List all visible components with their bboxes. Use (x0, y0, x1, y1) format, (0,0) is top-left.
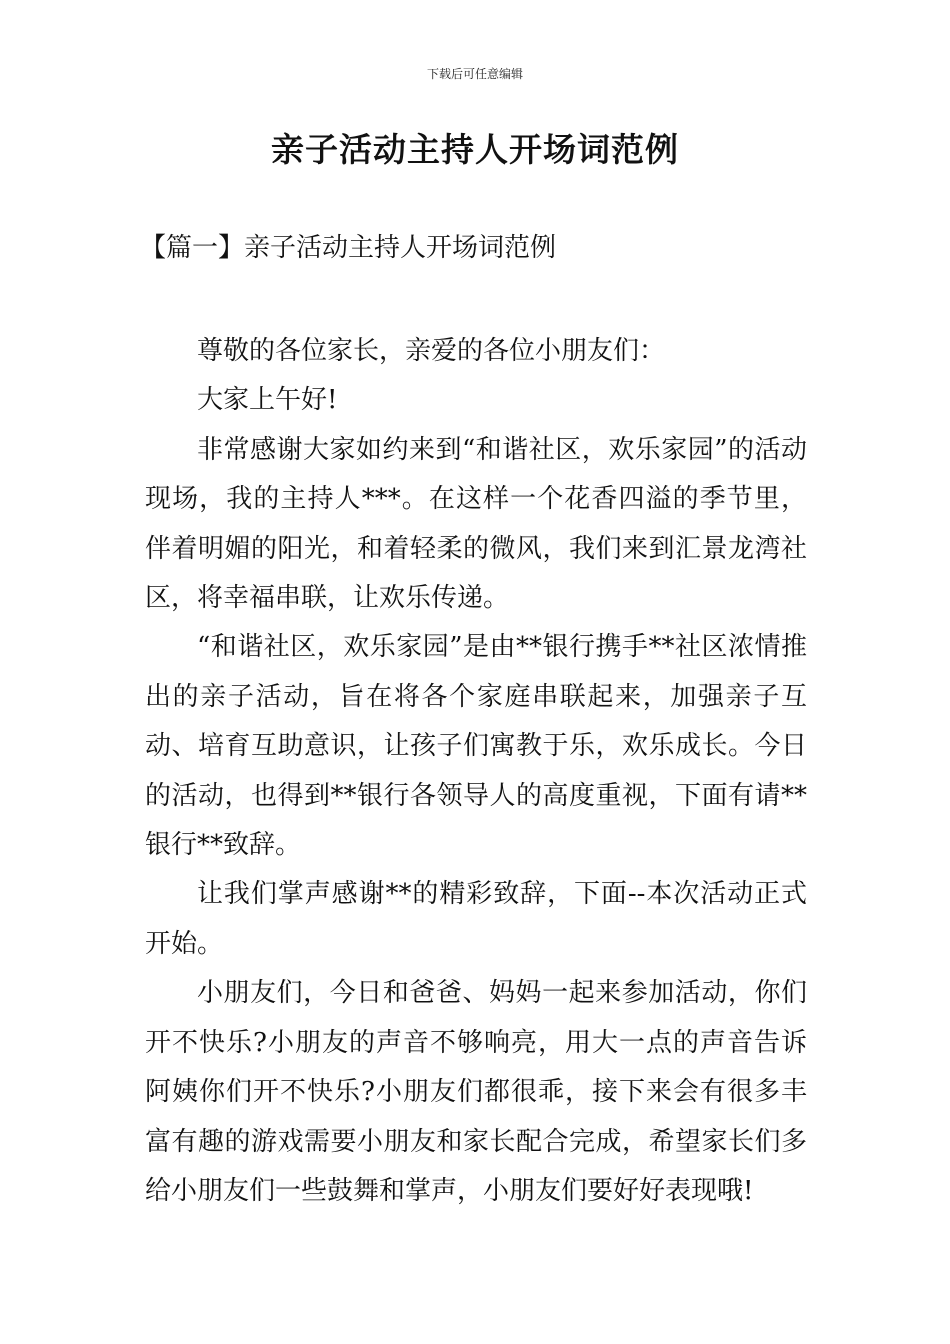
paragraph-greeting: 尊敬的各位家长，亲爱的各位小朋友们： (197, 336, 666, 366)
section-heading: 【篇一】亲子活动主持人开场词范例 (140, 233, 557, 263)
header-note: 下载后可任意编辑 (426, 67, 523, 81)
document-body (145, 327, 807, 1216)
document-title: 亲子活动主持人开场词范例 (271, 130, 679, 169)
paragraph-welcome: 非常感谢大家如约来到“和谐社区，欢乐家园”的活动现场，我的主持人***。在这样一个花香四溢的季节里，伴着明媚的阳光，和着轻柔的微风，我们来到汇景龙湾社区，将幸福串联，让欢乐传递。 (145, 434, 807, 614)
paragraph-thanks: 让我们掌声感谢**的精彩致辞，下面--本次活动正式开始。 (145, 879, 807, 959)
paragraph-event-intro: “和谐社区，欢乐家园”是由**银行携手**社区浓情推出的亲子活动，旨在将各个家庭串联起来，加强亲子互动、培育互助意识，让孩子们寓教于乐，欢乐成长。今日的活动，也得到**银行各领导人的高度重视，下面有请**银行**致辞。 (145, 632, 807, 861)
paragraph-children: 小朋友们，今日和爸爸、妈妈一起来参加活动，你们开不快乐?小朋友的声音不够响亮，用大一点的声音告诉阿姨你们开不快乐?小朋友们都很乖，接下来会有很多丰富有趣的游戏需要小朋友和家长配合完成，希望家长们多给小朋友们一些鼓舞和掌声，小朋友们要好好表现哦! (145, 978, 807, 1206)
paragraph-good-morning: 大家上午好! (197, 385, 338, 416)
